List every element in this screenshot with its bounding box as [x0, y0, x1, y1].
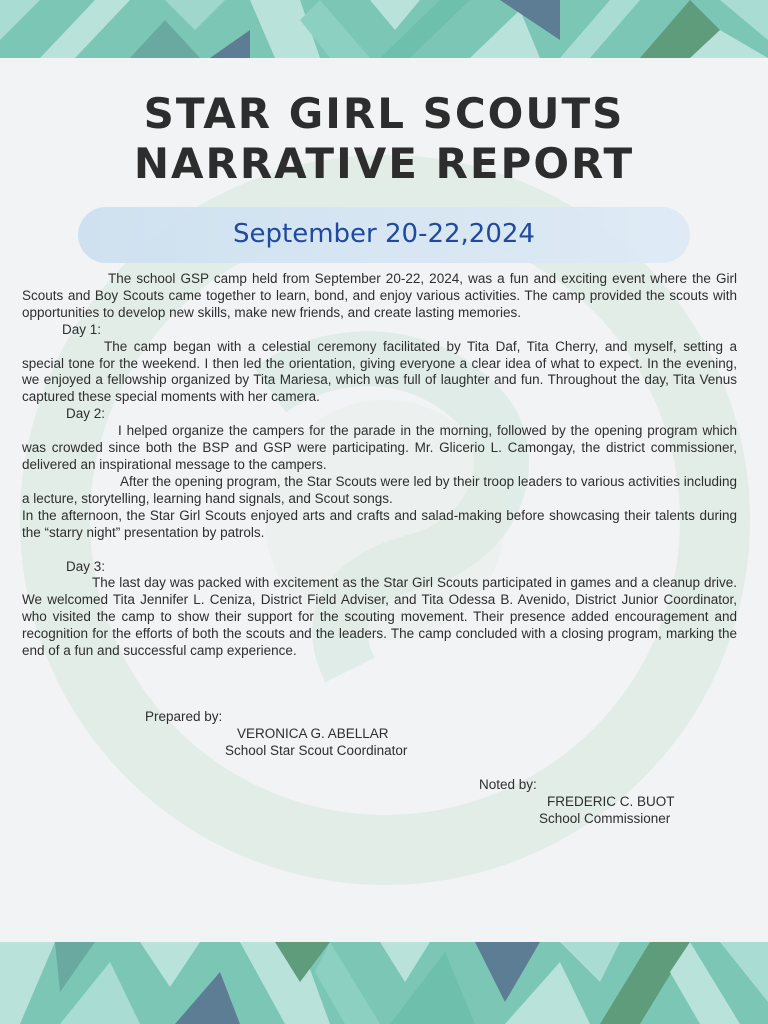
day-2-label: Day 2: — [66, 406, 106, 422]
report-title-line-2: NARRATIVE REPORT — [133, 139, 635, 188]
day-2-paragraph-1: I helped organize the campers for the parade in the morning, followed by the opening program which was crowded since both the BSP and GSP were participating. Mr. Glicerio L. Camongay, the district commissioner, delivered an inspirational message to the campers. — [22, 423, 737, 472]
day-2-paragraph-2: After the opening program, the Star Scouts were led by their troop leaders to various activities including a lecture, storytelling, learning hand signals, and Scout songs. — [22, 473, 737, 506]
day-3-paragraph: The last day was packed with excitement as the Star Girl Scouts participated in games and a cleanup drive. We welcomed Tita Jennifer L. Ceniza, District Field Adviser, and Tita Odessa B. Avenido, District Junior Coordinator, who visited the camp to show their support for the scouting movement. Their presence added encouragement and recognition for the efforts of both the scouts and the leaders. The camp concluded with a closing program, marking the end of a fun and successful camp experience. — [22, 575, 737, 659]
day-2-paragraph-3: In the afternoon, the Star Girl Scouts enjoyed arts and crafts and salad-making before showcasing their talents during the “starry night” presentation by patrols. — [22, 507, 737, 540]
noter-role: School Commissioner — [539, 811, 671, 826]
day-1-paragraph: The camp began with a celestial ceremony facilitated by Tita Daf, Tita Cherry, and myself, setting a special tone for the weekend. I then led the orientation, giving everyone a clear idea of what to expect. In the evening, we enjoyed a fellowship organized by Tita Mariesa, which was full of laughter and fun. Throughout the day, Tita Venus captured these special moments with her camera. — [22, 338, 737, 405]
intro-paragraph: The school GSP camp held from September 20-22, 2024, was a fun and exciting event where the Girl Scouts and Boy Scouts came together to learn, bond, and enjoy various activities. The camp provided the scouts with opportunities to develop new skills, make new friends, and create lasting memories. — [22, 271, 737, 320]
prepared-by-label: Prepared by: — [145, 709, 223, 724]
report-date: September 20-22,2024 — [233, 219, 535, 249]
top-decorative-band — [0, 0, 768, 58]
noter-name: FREDERIC C. BUOT — [547, 794, 675, 809]
report-title-line-1: STAR GIRL SCOUTS — [143, 89, 625, 138]
noted-by-label: Noted by: — [479, 777, 537, 792]
preparer-name: VERONICA G. ABELLAR — [237, 726, 389, 741]
preparer-role: School Star Scout Coordinator — [225, 743, 408, 758]
day-3-label: Day 3: — [66, 558, 106, 574]
report-body — [22, 271, 737, 660]
day-1-label: Day 1: — [62, 321, 102, 337]
date-banner — [78, 207, 690, 263]
bottom-decorative-band — [0, 942, 768, 1024]
